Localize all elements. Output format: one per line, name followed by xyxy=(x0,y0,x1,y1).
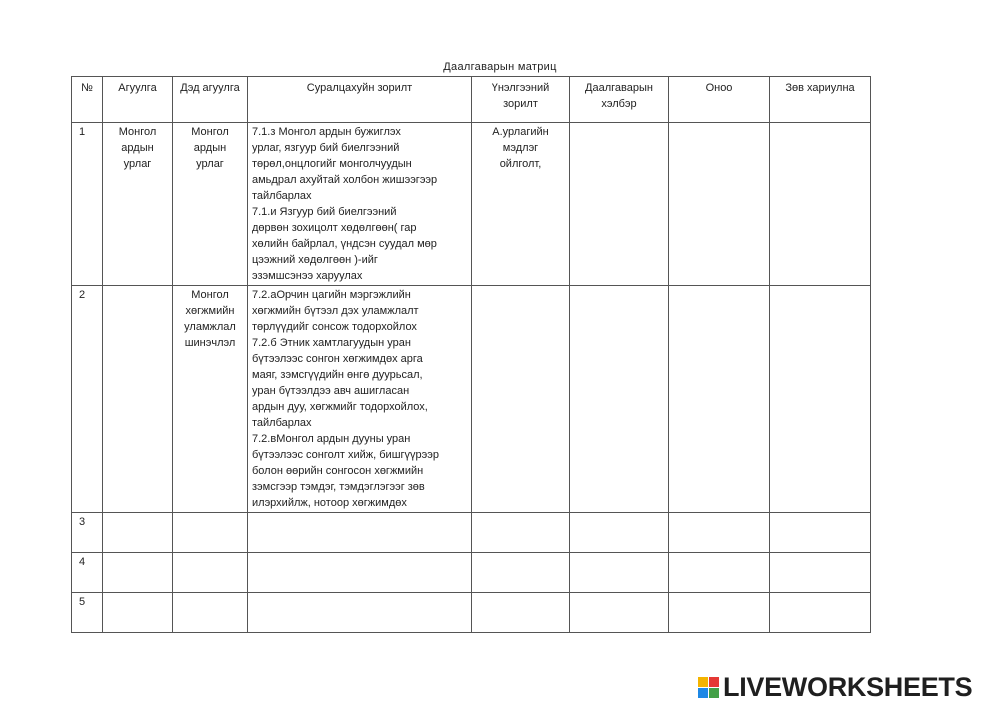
cell-line: урлаг xyxy=(196,158,224,170)
score-cell xyxy=(669,593,770,633)
cell-line: илэрхийлж, нотоор хөгжимдөх xyxy=(252,497,407,509)
learning-goal-cell xyxy=(248,513,472,553)
header-score: Оноо xyxy=(669,77,770,123)
correct-answer-cell xyxy=(770,593,871,633)
cell-line: Монгол xyxy=(191,289,229,301)
subcontent-cell xyxy=(173,286,248,513)
score-cell xyxy=(669,286,770,513)
assessment-goal-cell xyxy=(472,123,570,286)
assessment-goal-cell xyxy=(472,593,570,633)
subcontent-cell xyxy=(173,123,248,286)
correct-answer-cell xyxy=(770,286,871,513)
header-task-type: Даалгаварын хэлбэр xyxy=(570,77,669,123)
subcontent-cell xyxy=(173,593,248,633)
row-number: 3 xyxy=(72,513,103,553)
score-cell xyxy=(669,553,770,593)
row-number: 2 xyxy=(72,286,103,513)
task-type-cell xyxy=(570,593,669,633)
row-number: 1 xyxy=(72,123,103,286)
logo-tile xyxy=(698,677,708,687)
task-type-cell xyxy=(570,553,669,593)
table-row xyxy=(72,513,871,553)
learning-goal-cell xyxy=(248,553,472,593)
header-subcontent: Дэд агуулга xyxy=(173,77,248,123)
cell-line: 7.2.б Этник хамтлагуудын уран xyxy=(252,337,411,349)
table-row xyxy=(72,553,871,593)
cell-line: тайлбарлах xyxy=(252,190,312,202)
cell-line: тайлбарлах xyxy=(252,417,312,429)
cell-line: ойлголт, xyxy=(499,158,542,170)
task-type-cell xyxy=(570,123,669,286)
cell-line: Монгол xyxy=(118,126,157,138)
table-row xyxy=(72,593,871,633)
cell-line: 7.2.вМонгол ардын дууны уран xyxy=(252,433,411,445)
cell-line: цээжний хөдөлгөөн )-ийг xyxy=(252,254,378,266)
row-number: 5 xyxy=(72,593,103,633)
assessment-goal-cell xyxy=(472,286,570,513)
logo-tile xyxy=(709,677,719,687)
table-row xyxy=(72,286,871,513)
cell-line: болон өөрийн сонгосон хөгжмийн xyxy=(252,465,424,477)
learning-goal-cell xyxy=(248,593,472,633)
cell-line: бүтээлээс сонгон хөгжимдөх арга xyxy=(252,353,423,365)
table-row xyxy=(72,123,871,286)
cell-line: зэмсгээр тэмдэг, тэмдэглэгээг зөв xyxy=(252,481,425,493)
subcontent-cell xyxy=(173,553,248,593)
correct-answer-cell xyxy=(770,123,871,286)
cell-line: ардын xyxy=(121,142,154,154)
header-correct-answer: Зөв хариулна xyxy=(770,77,871,123)
header-number: № xyxy=(72,77,103,123)
task-type-cell xyxy=(570,513,669,553)
cell-line: төрөл,онцлогийг монголчуудын xyxy=(252,158,412,170)
cell-line: А.урлагийн xyxy=(492,126,549,138)
score-cell xyxy=(669,123,770,286)
live-tiles-icon xyxy=(698,677,719,698)
cell-line: шинэчлэл xyxy=(184,337,236,349)
logo-tile xyxy=(709,688,719,698)
cell-line: дөрвөн зохицолт хөдөлгөөн( гар xyxy=(252,222,417,234)
correct-answer-cell xyxy=(770,513,871,553)
table-header-row xyxy=(72,77,871,123)
assessment-goal-cell xyxy=(472,553,570,593)
row-number: 4 xyxy=(72,553,103,593)
cell-line: 7.1.з Монгол ардын бужиглэх xyxy=(252,126,401,138)
cell-line: хөгжмийн бүтээл дэх уламжлалт xyxy=(252,305,419,317)
content-cell xyxy=(103,553,173,593)
page-title: Даалгаварын матриц xyxy=(443,61,557,73)
cell-line: маяг, зэмсгүүдийн өнгө дуурьсал, xyxy=(252,369,423,381)
cell-line: Монгол xyxy=(191,126,229,138)
cell-line: уламжлал xyxy=(184,321,236,333)
subcontent-cell xyxy=(173,513,248,553)
learning-goal-cell xyxy=(248,123,472,286)
score-cell xyxy=(669,513,770,553)
cell-line: урлаг xyxy=(123,158,152,170)
cell-line: 7.2.аОрчин цагийн мэргэжлийн xyxy=(252,289,411,301)
assessment-goal-cell xyxy=(472,513,570,553)
correct-answer-cell xyxy=(770,553,871,593)
learning-goal-cell xyxy=(248,286,472,513)
cell-line: амьдрал ахуйтай холбон жишээгээр xyxy=(252,174,438,186)
cell-line: эзэмшсэнээ харуулах xyxy=(252,270,363,282)
content-cell xyxy=(103,593,173,633)
content-cell xyxy=(103,513,173,553)
content-cell xyxy=(103,286,173,513)
cell-line: ардын дуу, хөгжмийг тодорхойлох, xyxy=(252,401,428,413)
header-content: Агуулга xyxy=(103,77,173,123)
liveworksheets-logo[interactable] xyxy=(698,672,972,702)
brand-name: LIVEWORKSHEETS xyxy=(723,671,973,702)
task-matrix-table xyxy=(71,76,871,633)
cell-line: хөгжмийн xyxy=(185,305,235,317)
task-type-cell xyxy=(570,286,669,513)
logo-tile xyxy=(698,688,708,698)
header-assessment-goal: Үнэлгээний зорилт xyxy=(472,77,570,123)
content-cell xyxy=(103,123,173,286)
cell-line: ардын xyxy=(193,142,227,154)
cell-line: уран бүтээлдээ авч ашигласан xyxy=(252,385,410,397)
cell-line: урлаг, язгуур бий биелгээний xyxy=(252,142,400,154)
cell-line: бүтээлээс сонголт хийж, бишгүүрээр xyxy=(252,449,439,461)
cell-line: төрлүүдийг сонсож тодорхойлох xyxy=(252,321,417,333)
cell-line: мэдлэг xyxy=(502,142,539,154)
cell-line: 7.1.и Язгуур бий биелгээний xyxy=(252,206,397,218)
header-learning-goal: Суралцахуйн зорилт xyxy=(248,77,472,123)
cell-line: хөлийн байрлал, үндсэн суудал мөр xyxy=(252,238,437,250)
